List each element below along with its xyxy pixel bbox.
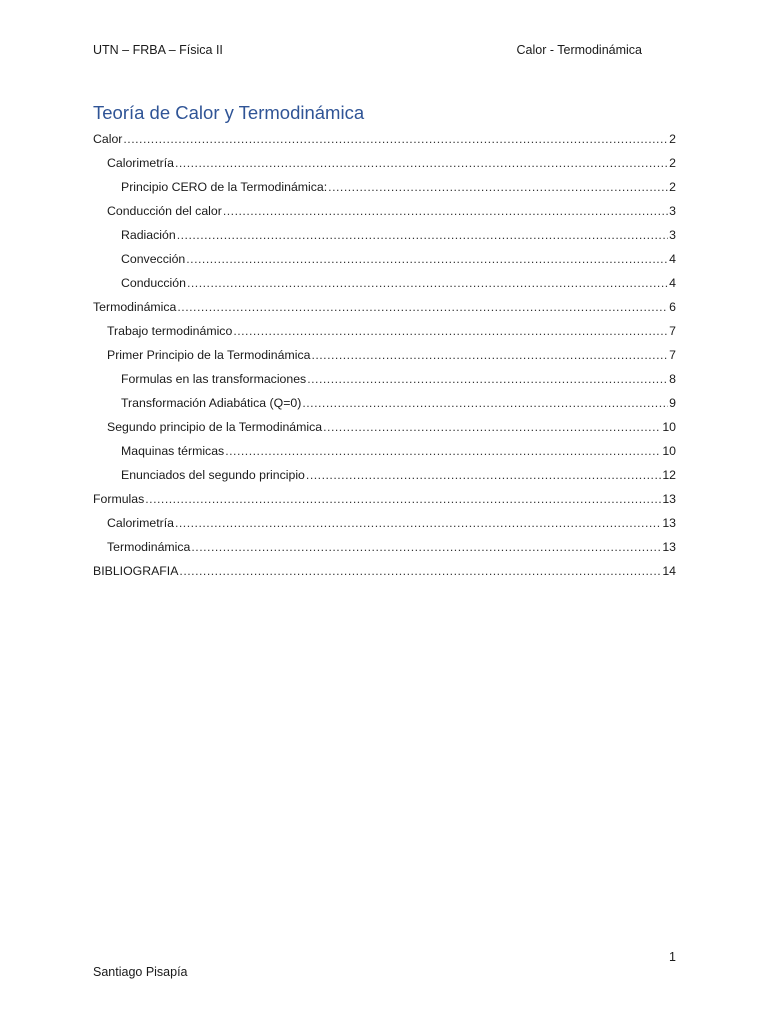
toc-entry-label: Calorimetría — [107, 156, 174, 170]
toc-entry[interactable] — [93, 295, 676, 319]
toc-entry[interactable] — [93, 415, 676, 439]
toc-entry[interactable] — [93, 391, 676, 415]
toc-entry-label: Conducción — [121, 276, 186, 290]
toc-entry-page: 7 — [669, 324, 676, 338]
toc-entry-label: Primer Principio de la Termodinámica — [107, 348, 311, 362]
toc-entry[interactable] — [93, 127, 676, 151]
toc-entry-page: 8 — [669, 372, 676, 386]
toc-entry[interactable] — [93, 463, 676, 487]
toc-dot-leader — [177, 228, 668, 242]
toc-entry-label: Calor — [93, 132, 123, 146]
toc-entry-page: 2 — [669, 156, 676, 170]
toc-entry-label: Formulas en las transformaciones — [121, 372, 307, 386]
toc-entry-page: 2 — [669, 132, 676, 146]
toc-entry[interactable] — [93, 439, 676, 463]
toc-entry-page: 4 — [669, 252, 676, 266]
toc-entry[interactable] — [93, 247, 676, 271]
toc-dot-leader — [191, 540, 661, 554]
toc-entry-page: 13 — [662, 516, 676, 530]
toc-dot-leader — [328, 180, 668, 194]
toc-entry[interactable] — [93, 199, 676, 223]
toc-entry-label: Convección — [121, 252, 186, 266]
toc-entry-page: 9 — [669, 396, 676, 410]
toc-entry-label: Trabajo termodinámico — [107, 324, 233, 338]
toc-entry[interactable] — [93, 487, 676, 511]
toc-dot-leader — [177, 300, 668, 314]
toc-entry-label: Formulas — [93, 492, 145, 506]
header-course: UTN – FRBA – Física II — [93, 43, 223, 57]
toc-entry[interactable] — [93, 271, 676, 295]
toc-dot-leader — [186, 252, 668, 266]
toc-entry-label: Maquinas térmicas — [121, 444, 225, 458]
toc-entry-label: Transformación Adiabática (Q=0) — [121, 396, 302, 410]
toc-dot-leader — [307, 372, 668, 386]
header-topic: Calor - Termodinámica — [516, 43, 642, 57]
toc-dot-leader — [145, 492, 661, 506]
toc-dot-leader — [175, 156, 668, 170]
toc-entry[interactable] — [93, 535, 676, 559]
toc-entry-page: 13 — [662, 492, 676, 506]
toc-entry[interactable] — [93, 559, 676, 583]
toc-entry[interactable] — [93, 223, 676, 247]
toc-entry[interactable] — [93, 175, 676, 199]
toc-entry-page: 13 — [662, 540, 676, 554]
toc-dot-leader — [233, 324, 668, 338]
toc-dot-leader — [175, 516, 661, 530]
toc-entry-page: 10 — [662, 444, 676, 458]
toc-entry-label: Principio CERO de la Termodinámica: — [121, 180, 328, 194]
toc-entry-label: BIBLIOGRAFIA — [93, 564, 179, 578]
toc-dot-leader — [179, 564, 661, 578]
toc-entry-label: Enunciados del segundo principio — [121, 468, 305, 482]
toc-entry[interactable] — [93, 343, 676, 367]
toc-entry-label: Termodinámica — [93, 300, 177, 314]
toc-entry-label: Calorimetría — [107, 516, 174, 530]
toc-dot-leader — [311, 348, 668, 362]
page-number: 1 — [669, 950, 676, 964]
toc-entry[interactable] — [93, 511, 676, 535]
toc-entry-label: Radiación — [121, 228, 176, 242]
toc-title: Teoría de Calor y Termodinámica — [93, 102, 365, 123]
toc-entry-page: 4 — [669, 276, 676, 290]
toc-dot-leader — [223, 204, 668, 218]
toc-entry[interactable] — [93, 319, 676, 343]
toc-entry-page: 3 — [669, 228, 676, 242]
toc-entry-label: Termodinámica — [107, 540, 191, 554]
toc-entry-label: Conducción del calor — [107, 204, 222, 218]
toc-dot-leader — [225, 444, 661, 458]
toc-dot-leader — [323, 420, 661, 434]
toc-dot-leader — [187, 276, 668, 290]
toc-entry-page: 6 — [669, 300, 676, 314]
toc-entry-page: 12 — [662, 468, 676, 482]
toc-entry-page: 14 — [662, 564, 676, 578]
table-of-contents — [93, 127, 676, 583]
toc-entry-page: 2 — [669, 180, 676, 194]
toc-dot-leader — [306, 468, 661, 482]
toc-entry[interactable] — [93, 151, 676, 175]
toc-entry-label: Segundo principio de la Termodinámica — [107, 420, 323, 434]
toc-entry[interactable] — [93, 367, 676, 391]
toc-dot-leader — [302, 396, 668, 410]
toc-dot-leader — [123, 132, 668, 146]
footer-author: Santiago Pisapía — [93, 965, 188, 979]
toc-entry-page: 3 — [669, 204, 676, 218]
toc-entry-page: 7 — [669, 348, 676, 362]
toc-entry-page: 10 — [662, 420, 676, 434]
